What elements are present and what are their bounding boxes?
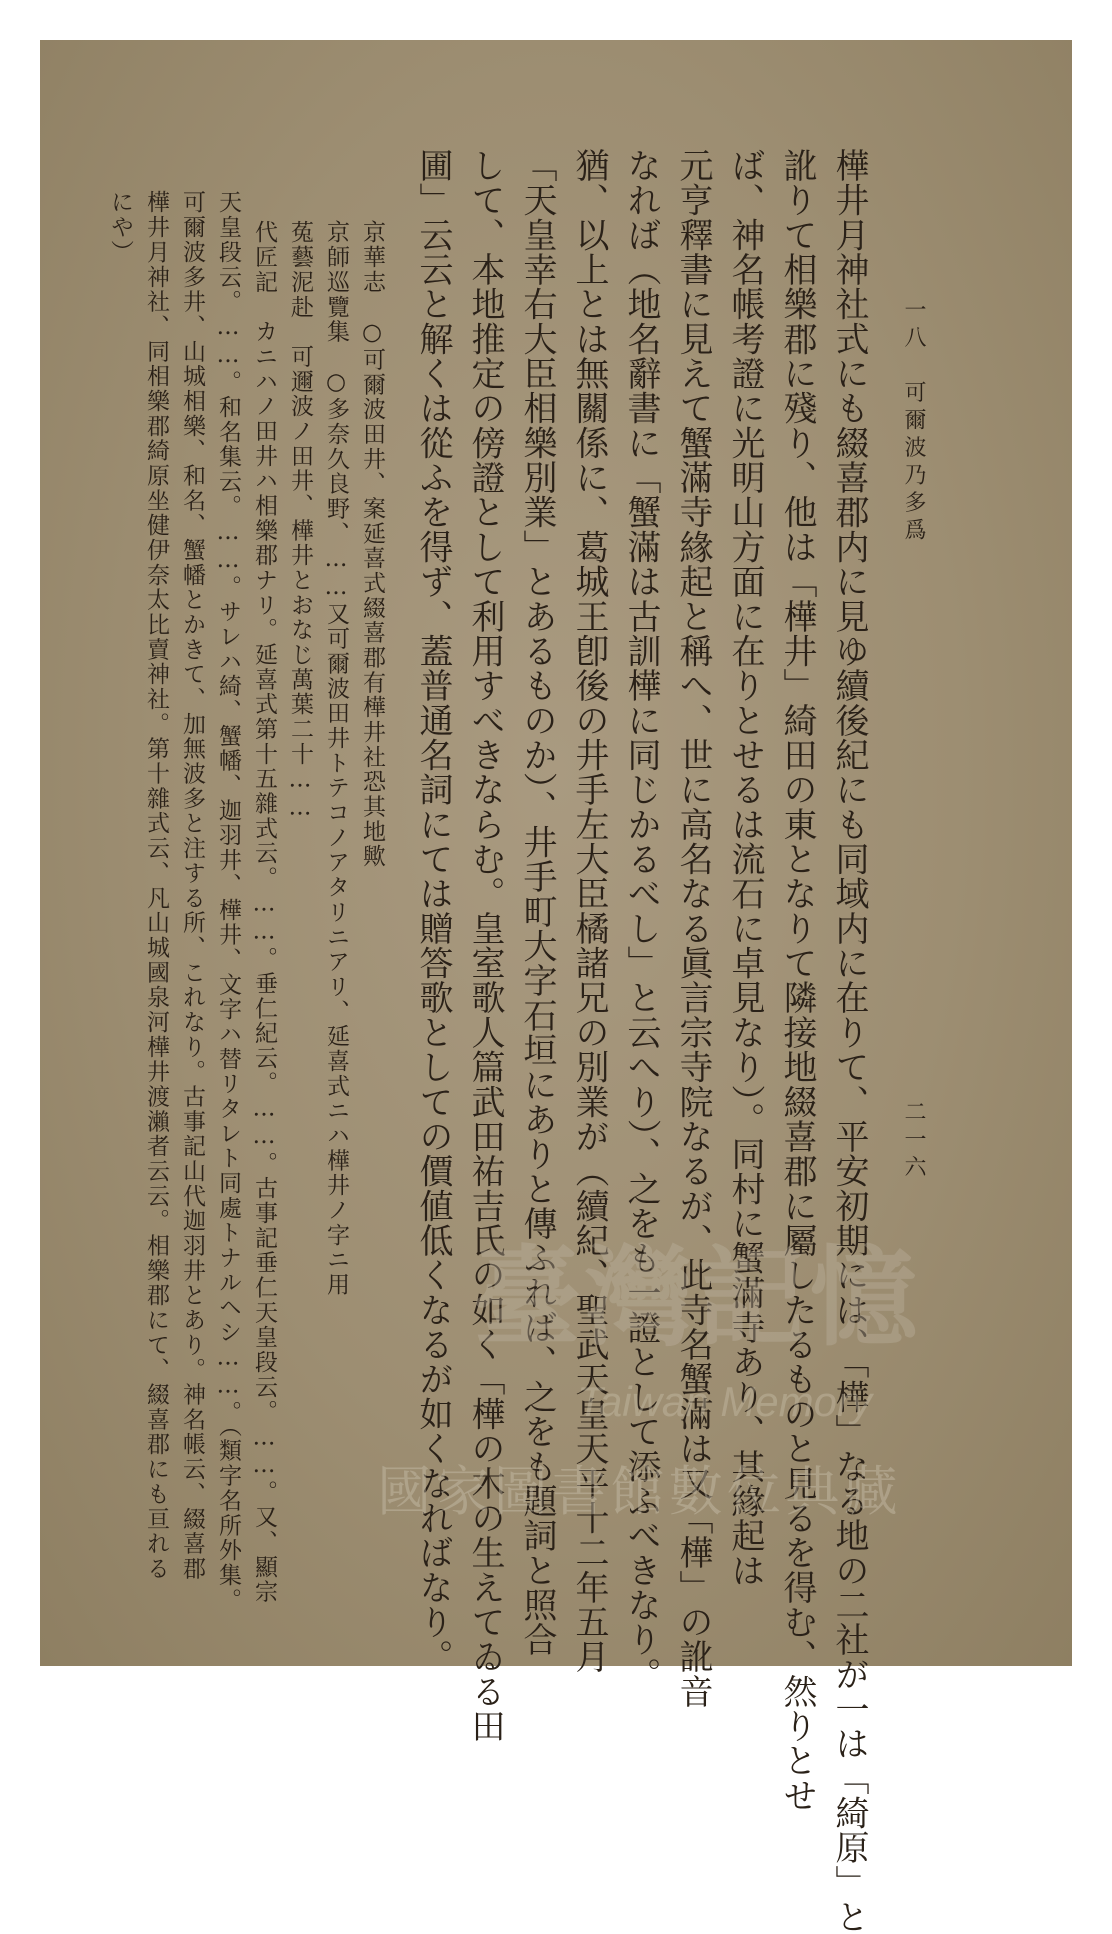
running-title: 一八 可爾波乃多爲 (901, 298, 926, 546)
main-text-line: なれば（地名辭書に「蟹滿は古訓樺に同じかるべし」と云へり）、之をも一證として添ふべきなり。 (621, 148, 661, 1692)
main-text-line: 訛りて相樂郡に殘り、他は「樺井」綺田の東となりて隣接地綴喜郡に屬したるものと見るを得む、然りとせ (777, 148, 817, 1813)
note-line: 代匠記 カニハノ田井ハ相樂郡ナリ。延喜式第十五雜式云。……。垂仁紀云。……。古事記垂仁天皇段云。……。又、顯宗 (251, 220, 277, 1605)
watermark-english: Taiwan Memory (577, 1378, 872, 1425)
note-line: 菟藝泥赴 可邇波ノ田井、樺井とおなじ萬葉二十…… (287, 220, 313, 823)
main-text-line: 樺井月神社式にも綴喜郡内に見ゆ續後紀にも同域内に在りて、平安初期には、「樺」なる地の二社が一は「綺原」と (829, 148, 869, 1934)
watermark-institution: 國家圖書館數位典藏 (377, 1460, 902, 1523)
note-line: 京華志 ○可爾波田井、案延喜式綴喜郡有樺井社恐其地歟 (359, 220, 385, 869)
note-line: 天皇段云。……。和名集云。……。サレハ綺、蟹幡、迦羽井、樺井、文字ハ替リタレト同處トナルヘシ……。（類字名所外集。 (215, 190, 241, 1613)
note-line: にや） (107, 190, 133, 265)
main-text-line: 元亨釋書に見えて蟹滿寺緣起と稱へ、世に高名なる眞言宗寺院なるが、此寺名蟹滿は又「樺」の訛音 (673, 148, 713, 1709)
main-text-line: 圃」云云と解くは從ふを得ず、蓋普通名詞にては贈答歌としての價値低くなるが如くなればなり。 (413, 148, 453, 1674)
main-text-line: して、本地推定の傍證として利用すべきならむ。皇室歌人篇武田祐吉氏の如く「樺の木の生えてゐる田 (465, 148, 505, 1744)
page-number: 二一六 (901, 1100, 926, 1183)
note-line: 可爾波多井、山城相樂、和名、蟹幡とかきて、加無波多と注する所、これなり。古事記山代迦羽井とあり。神名帳云、綴喜郡 (179, 190, 205, 1582)
main-text-line: ば、神名帳考證に光明山方面に在りとせるは流石に卓見なり）。同村に蟹滿寺あり、其緣起は (725, 148, 765, 1588)
note-line: 京師巡覽集 ○多奈久良野、……又可爾波田井トテコノアタリニアリ、延喜式ニハ樺井ノ字ニ用 (323, 220, 349, 1298)
watermark-logo: 臺灣記憶 (472, 1235, 922, 1361)
main-text-line: 猶、以上とは無關係に、葛城王卽後の井手左大臣橘諸兄の別業が（續紀、聖武天皇天平十二年五月 (569, 148, 609, 1674)
note-line: 樺井月神社、同相樂郡綺原坐健伊奈太比賣神社。第十雜式云、凡山城國泉河樺井渡瀨者云云。相樂郡にて、綴喜郡にも亘れる (143, 190, 169, 1582)
document-page (40, 40, 1072, 1934)
main-text-line: 「天皇幸右大臣相樂別業」とあるものか）、井手町大字石垣にありと傳ふれば、之をも題詞と照合 (517, 148, 557, 1657)
